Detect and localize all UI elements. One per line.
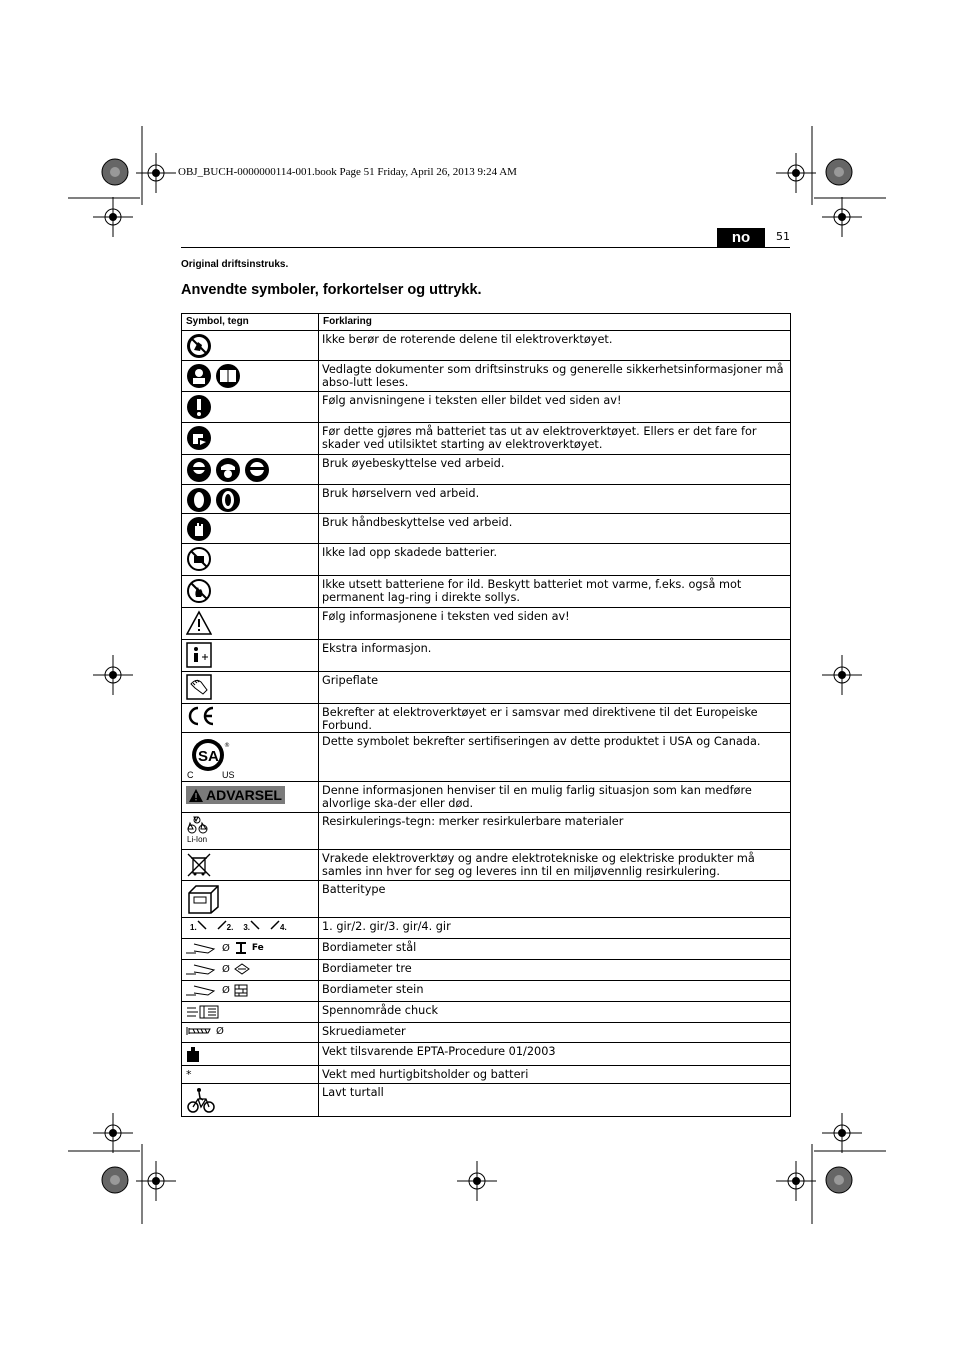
col-header-symbol: Symbol, tegn [182, 314, 319, 331]
table-row [182, 981, 791, 1002]
hand-protection-icon [186, 516, 212, 542]
row-text: Skruediameter [319, 1023, 791, 1043]
table-row [182, 850, 791, 881]
table-row [182, 1084, 791, 1117]
row-text: Ikke lad opp skadede batterier. [319, 544, 791, 576]
row-text: Bruk hørselvern ved arbeid. [319, 485, 791, 514]
row-text: Lavt turtall [319, 1084, 791, 1117]
col-header-explanation: Forklaring [319, 314, 791, 331]
exclamation-icon [186, 394, 212, 420]
table-row [182, 782, 791, 813]
diameter-symbol: Ø [222, 984, 230, 996]
info-icon [186, 642, 212, 668]
gear-2-label: 2. [226, 923, 234, 932]
remove-battery-icon [186, 425, 212, 451]
table-row [182, 640, 791, 672]
gear-4-label: 4. [280, 923, 287, 932]
screw-diameter-icon [186, 1025, 212, 1037]
table-row [182, 455, 791, 485]
table-row [182, 544, 791, 576]
table-row [182, 939, 791, 960]
row-text: Vekt tilsvarende EPTA-Procedure 01/2003 [319, 1043, 791, 1066]
diameter-symbol: Ø [216, 1025, 224, 1037]
table-row [182, 704, 791, 733]
hearing-protection-icon [186, 487, 242, 513]
symbol-table [181, 313, 791, 1117]
table-row [182, 608, 791, 640]
row-text: Bekrefter at elektroverktøyet er i samsvar med direktivene til det Europeiske Forbund. [319, 704, 791, 733]
table-row [182, 672, 791, 704]
table-row [182, 576, 791, 608]
file-info: OBJ_BUCH-0000000114-001.book Page 51 Friday, April 26, 2013 9:24 AM [178, 166, 517, 178]
table-row [182, 485, 791, 514]
steel-beam-icon [234, 941, 248, 955]
row-text: Vedlagte dokumenter som driftsinstruks og generelle sikkerhetsinformasjoner må abso-lutt leses. [319, 361, 791, 392]
gear-3-label: 3. [243, 923, 251, 932]
recycling-li-ion-icon [186, 815, 212, 835]
row-text: Bordiameter stål [319, 939, 791, 960]
drill-bit-icon [197, 920, 207, 930]
svg-text:SA: SA [198, 748, 219, 765]
row-text: Dette symbolet bekrefter sertifiseringen av dette produktet i USA og Canada. [319, 733, 791, 782]
drill-bit-icon [250, 920, 260, 930]
warning-triangle-icon [189, 789, 203, 802]
row-text: Gripeflate [319, 672, 791, 704]
row-text: Vekt med hurtigbitsholder og batteri [319, 1066, 791, 1084]
row-text: Følg anvisningene i teksten eller bildet ved siden av! [319, 392, 791, 423]
read-manual-icon [186, 363, 242, 389]
row-text: 1. gir/2. gir/3. gir/4. gir [319, 918, 791, 939]
gear-selector-icon [186, 920, 318, 932]
table-row [182, 813, 791, 850]
row-text: Bruk øyebeskyttelse ved arbeid. [319, 455, 791, 485]
table-row [182, 331, 791, 361]
no-fire-battery-icon [186, 578, 212, 604]
csa-us-label: US [222, 770, 235, 780]
crossed-bin-icon [186, 852, 212, 878]
row-text: Batteritype [319, 881, 791, 918]
no-touch-rotating-icon [186, 333, 212, 359]
gear-1-label: 1. [190, 923, 197, 932]
diameter-symbol: Ø [222, 963, 230, 975]
fe-label: Fe [251, 943, 264, 953]
no-charge-damaged-battery-icon [186, 546, 212, 572]
table-row [182, 918, 791, 939]
table-row [182, 733, 791, 782]
drill-stone-icon [186, 983, 218, 997]
row-text: Bordiameter tre [319, 960, 791, 981]
table-row [182, 423, 791, 455]
page-number: 51 [776, 230, 790, 243]
table-row [182, 881, 791, 918]
language-badge: no [717, 228, 765, 248]
doc-label: Original driftsinstruks. [181, 259, 289, 270]
chuck-range-icon [186, 1004, 220, 1020]
table-row [182, 1002, 791, 1023]
asterisk-icon: * [186, 1068, 192, 1081]
eye-protection-icon [186, 457, 270, 483]
advarsel-badge [186, 786, 285, 804]
table-row [182, 514, 791, 544]
row-text: Bruk håndbeskyttelse ved arbeid. [319, 514, 791, 544]
low-speed-bicycle-icon [186, 1086, 216, 1114]
row-text: Ikke utsett batteriene for ild. Beskytt batteriet mot varme, f.eks. også mot permanent lag-ring i direkte sollys. [319, 576, 791, 608]
row-text: Bordiameter stein [319, 981, 791, 1002]
section-title: Anvendte symboler, forkortelser og uttrykk. [181, 282, 482, 298]
row-text: Spennområde chuck [319, 1002, 791, 1023]
drill-bit-icon [217, 920, 227, 930]
svg-text:®: ® [224, 742, 230, 749]
weight-icon [186, 1045, 200, 1063]
table-row [182, 361, 791, 392]
drill-steel-icon [186, 941, 218, 955]
table-row [182, 1066, 791, 1084]
grip-surface-icon [186, 674, 212, 700]
li-ion-label: Li-Ion [187, 835, 208, 844]
table-row [182, 1023, 791, 1043]
battery-type-icon [186, 883, 222, 915]
brick-icon [234, 983, 248, 997]
table-header-row [182, 314, 791, 331]
drill-bit-icon [270, 920, 280, 930]
row-text: Før dette gjøres må batteriet tas ut av elektroverktøyet. Ellers er det fare for skader ved utilsiktet starting av elektroverktøyet. [319, 423, 791, 455]
advarsel-label: ADVARSEL [206, 787, 282, 803]
row-text: Denne informasjonen henviser til en mulig farlig situasjon som kan medføre alvorlige ska-der eller død. [319, 782, 791, 813]
row-text: Ekstra informasjon. [319, 640, 791, 672]
row-text: Følg informasjonene i teksten ved siden av! [319, 608, 791, 640]
warning-triangle-icon [186, 610, 212, 636]
csa-mark-icon [190, 737, 230, 773]
table-row [182, 960, 791, 981]
wood-icon [234, 962, 250, 976]
table-row [182, 392, 791, 423]
table-row [182, 1043, 791, 1066]
drill-wood-icon [186, 962, 218, 976]
row-text: Vrakede elektroverktøy og andre elektrotekniske og elektriske produkter må samles inn hver for seg og leveres inn til en miljøvennlig resirkulering. [319, 850, 791, 881]
diameter-symbol: Ø [222, 942, 230, 954]
row-text: Resirkulerings-tegn: merker resirkulerbare materialer [319, 813, 791, 850]
csa-c-label: C [187, 770, 194, 780]
row-text: Ikke berør de roterende delene til elektroverktøyet. [319, 331, 791, 361]
ce-mark-icon [186, 706, 216, 726]
